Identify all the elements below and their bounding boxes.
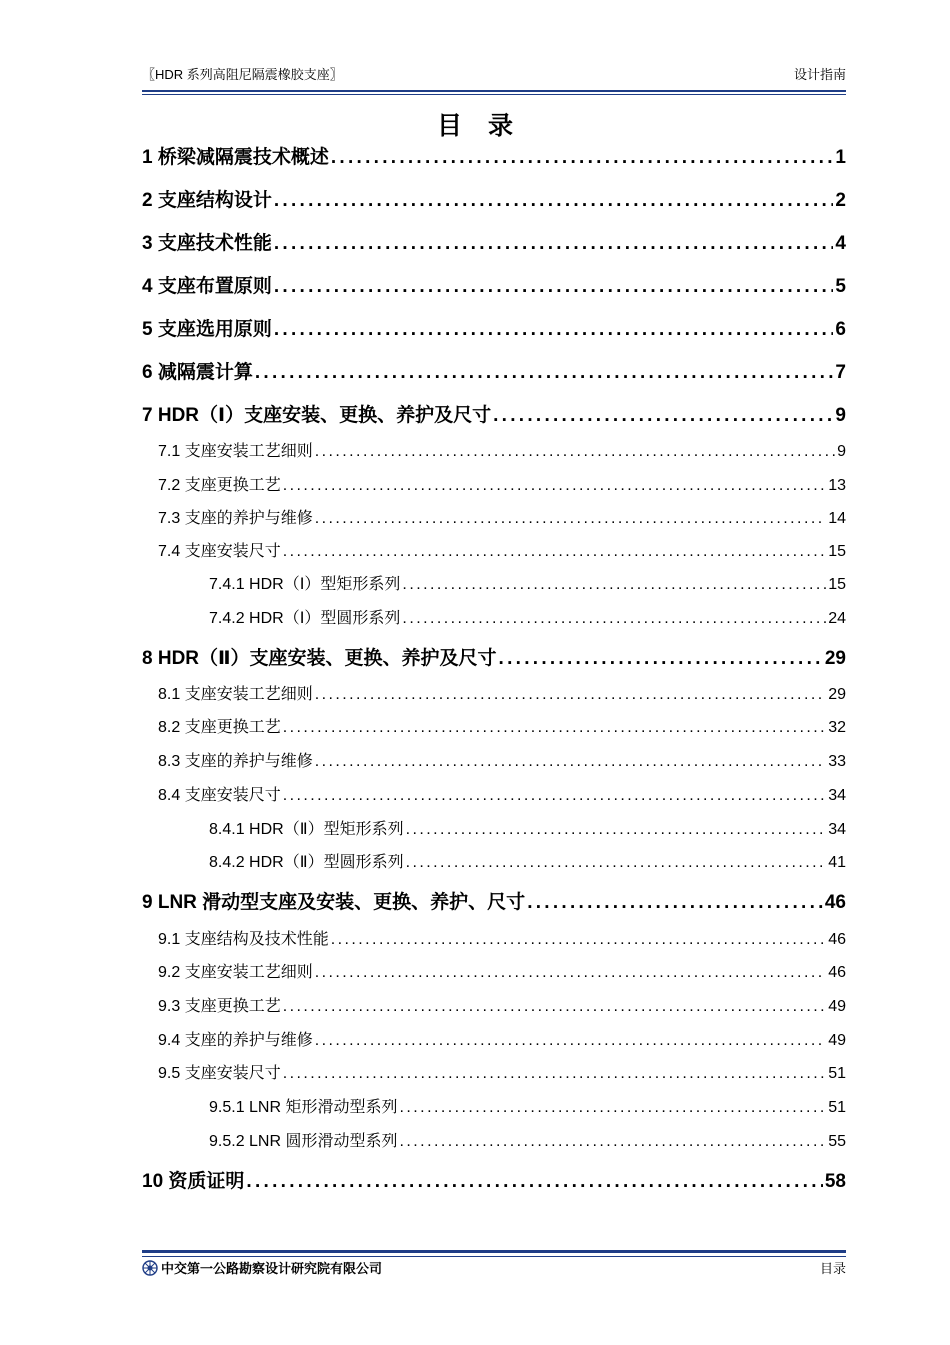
toc-dot-leader — [493, 402, 833, 430]
toc-entry-page-number: 46 — [828, 931, 846, 948]
toc-entry-label: 8.1 支座安装工艺细则 — [158, 686, 313, 703]
toc-entry-label: 7 HDR（Ⅰ）支座安装、更换、养护及尺寸 — [142, 405, 492, 426]
toc-entry-level2[interactable] — [142, 716, 846, 740]
toc-entry-page-number: 34 — [828, 821, 846, 838]
toc-dot-leader — [499, 645, 823, 673]
toc-dot-leader — [255, 359, 834, 387]
toc-entry-label: 7.4.2 HDR（Ⅰ）型圆形系列 — [209, 610, 401, 627]
toc-entry-page-number: 24 — [828, 610, 846, 627]
toc-entry-label: 9.5.1 LNR 矩形滑动型系列 — [209, 1099, 398, 1116]
toc-dot-leader — [406, 818, 827, 842]
toc-entry-page-number: 51 — [828, 1099, 846, 1116]
toc-dot-leader — [527, 889, 823, 917]
toc-entry-label: 6 减隔震计算 — [142, 362, 253, 383]
toc-entry-level3[interactable] — [142, 818, 846, 842]
toc-dot-leader — [315, 750, 827, 774]
toc-entry-label: 7.4.1 HDR（Ⅰ）型矩形系列 — [209, 576, 401, 593]
toc-entry-level1[interactable] — [142, 889, 846, 917]
toc-entry-level2[interactable] — [142, 784, 846, 808]
toc-entry-page-number: 15 — [828, 543, 846, 560]
toc-entry-page-number: 15 — [828, 576, 846, 593]
toc-entry-page-number: 58 — [824, 1171, 846, 1192]
toc-dot-leader — [402, 573, 826, 597]
toc-dot-leader — [400, 1096, 827, 1120]
toc-entry-label: 1 桥梁减隔震技术概述 — [142, 147, 329, 168]
toc-entry-page-number: 49 — [828, 998, 846, 1015]
toc-dot-leader — [283, 716, 827, 740]
toc-entry-level2[interactable] — [142, 1029, 846, 1053]
toc-dot-leader — [315, 961, 827, 985]
toc-entry-level2[interactable] — [142, 440, 846, 464]
header-document-title: 〖HDR 系列高阻尼隔震橡胶支座〗 — [142, 67, 343, 82]
toc-entry-label: 7.1 支座安装工艺细则 — [158, 443, 313, 460]
toc-entry-level2[interactable] — [142, 474, 846, 498]
toc-dot-leader — [331, 928, 827, 952]
toc-entry-label: 8.4 支座安装尺寸 — [158, 787, 281, 804]
toc-entry-page-number: 9 — [835, 405, 846, 426]
toc-dot-leader — [315, 507, 827, 531]
toc-entry-label: 7.3 支座的养护与维修 — [158, 510, 313, 527]
toc-dot-leader — [283, 995, 827, 1019]
toc-dot-leader — [400, 1130, 827, 1154]
toc-entry-page-number: 49 — [828, 1032, 846, 1049]
toc-entry-page-number: 4 — [835, 233, 846, 254]
toc-entry-level1[interactable] — [142, 230, 846, 258]
toc-entry-page-number: 6 — [835, 319, 846, 340]
toc-entry-label: 9.5 支座安装尺寸 — [158, 1065, 281, 1082]
toc-entry-level2[interactable] — [142, 1062, 846, 1086]
toc-entry-label: 5 支座选用原则 — [142, 319, 272, 340]
toc-entry-page-number: 5 — [835, 276, 846, 297]
toc-entry-page-number: 9 — [837, 443, 846, 460]
toc-dot-leader — [406, 851, 827, 875]
toc-entry-level3[interactable] — [142, 607, 846, 631]
toc-entry-level2[interactable] — [142, 995, 846, 1019]
toc-entry-page-number: 13 — [828, 477, 846, 494]
toc-dot-leader — [283, 784, 827, 808]
toc-entry-page-number: 2 — [835, 190, 846, 211]
toc-dot-leader — [402, 607, 826, 631]
toc-entry-level2[interactable] — [142, 961, 846, 985]
footer-rule-thin — [142, 1256, 846, 1257]
toc-entry-page-number: 46 — [824, 892, 846, 913]
toc-entry-page-number: 32 — [828, 719, 846, 736]
toc-dot-leader — [274, 187, 834, 215]
toc-dot-leader — [283, 1062, 827, 1086]
footer-rule — [142, 1250, 846, 1253]
footer-section-label: 目录 — [819, 1261, 846, 1276]
toc-entry-level1[interactable] — [142, 1168, 846, 1196]
toc-entry-level1[interactable] — [142, 316, 846, 344]
toc-entry-label: 9.3 支座更换工艺 — [158, 998, 281, 1015]
page-footer — [142, 1258, 846, 1278]
toc-entry-label: 4 支座布置原则 — [142, 276, 272, 297]
toc-entry-page-number: 41 — [828, 854, 846, 871]
toc-entry-level3[interactable] — [142, 851, 846, 875]
toc-entry-label: 9 LNR 滑动型支座及安装、更换、养护、尺寸 — [142, 892, 526, 913]
toc-entry-level2[interactable] — [142, 507, 846, 531]
toc-entry-level3[interactable] — [142, 1096, 846, 1120]
toc-entry-label: 9.2 支座安装工艺细则 — [158, 964, 313, 981]
toc-entry-page-number: 34 — [828, 787, 846, 804]
toc-entry-label: 8.4.2 HDR（Ⅱ）型圆形系列 — [209, 854, 404, 871]
toc-entry-label: 8 HDR（Ⅱ）支座安装、更换、养护及尺寸 — [142, 648, 497, 669]
toc-entry-level1[interactable] — [142, 402, 846, 430]
header-rule — [142, 90, 846, 92]
toc-entry-level2[interactable] — [142, 540, 846, 564]
toc-entry-page-number: 55 — [828, 1133, 846, 1150]
toc-entry-page-number: 46 — [828, 964, 846, 981]
toc-entry-level2[interactable] — [142, 928, 846, 952]
toc-dot-leader — [315, 440, 835, 464]
toc-entry-page-number: 1 — [835, 147, 846, 168]
toc-entry-level1[interactable] — [142, 187, 846, 215]
toc-entry-label: 10 资质证明 — [142, 1171, 245, 1192]
toc-dot-leader — [315, 683, 827, 707]
company-logo-icon — [142, 1260, 158, 1276]
toc-entry-level2[interactable] — [142, 750, 846, 774]
toc-dot-leader — [283, 474, 827, 498]
toc-entry-level1[interactable] — [142, 359, 846, 387]
toc-entry-label: 9.5.2 LNR 圆形滑动型系列 — [209, 1133, 398, 1150]
toc-entry-label: 8.4.1 HDR（Ⅱ）型矩形系列 — [209, 821, 404, 838]
toc-entry-page-number: 33 — [828, 753, 846, 770]
toc-dot-leader — [315, 1029, 827, 1053]
toc-entry-level1[interactable] — [142, 144, 846, 172]
footer-company — [142, 1258, 382, 1277]
toc-entry-label: 8.3 支座的养护与维修 — [158, 753, 313, 770]
toc-entry-label: 3 支座技术性能 — [142, 233, 272, 254]
toc-dot-leader — [274, 230, 834, 258]
toc-entry-level3[interactable] — [142, 1130, 846, 1154]
toc-entry-page-number: 29 — [824, 648, 846, 669]
header-rule-thin — [142, 94, 846, 95]
toc-dot-leader — [274, 316, 834, 344]
company-name: 中交第一公路勘察设计研究院有限公司 — [161, 1261, 383, 1276]
toc-entry-page-number: 51 — [828, 1065, 846, 1082]
toc-dot-leader — [246, 1168, 822, 1196]
toc-entry-label: 9.1 支座结构及技术性能 — [158, 931, 329, 948]
toc-entry-label: 9.4 支座的养护与维修 — [158, 1032, 313, 1049]
toc-entry-level2[interactable] — [142, 683, 846, 707]
page-title: 目录 — [436, 112, 539, 140]
toc-entry-label: 2 支座结构设计 — [142, 190, 272, 211]
toc-entry-page-number: 14 — [828, 510, 846, 527]
toc-entry-page-number: 29 — [828, 686, 846, 703]
toc-entry-page-number: 7 — [835, 362, 846, 383]
toc-dot-leader — [274, 273, 834, 301]
toc-entry-level3[interactable] — [142, 573, 846, 597]
toc-entry-label: 8.2 支座更换工艺 — [158, 719, 281, 736]
toc-entry-label: 7.2 支座更换工艺 — [158, 477, 281, 494]
toc-entry-label: 7.4 支座安装尺寸 — [158, 543, 281, 560]
header-guide-label: 设计指南 — [793, 67, 846, 82]
toc-dot-leader — [331, 144, 834, 172]
toc-entry-level1[interactable] — [142, 273, 846, 301]
toc-entry-level1[interactable] — [142, 645, 846, 673]
toc-dot-leader — [283, 540, 827, 564]
